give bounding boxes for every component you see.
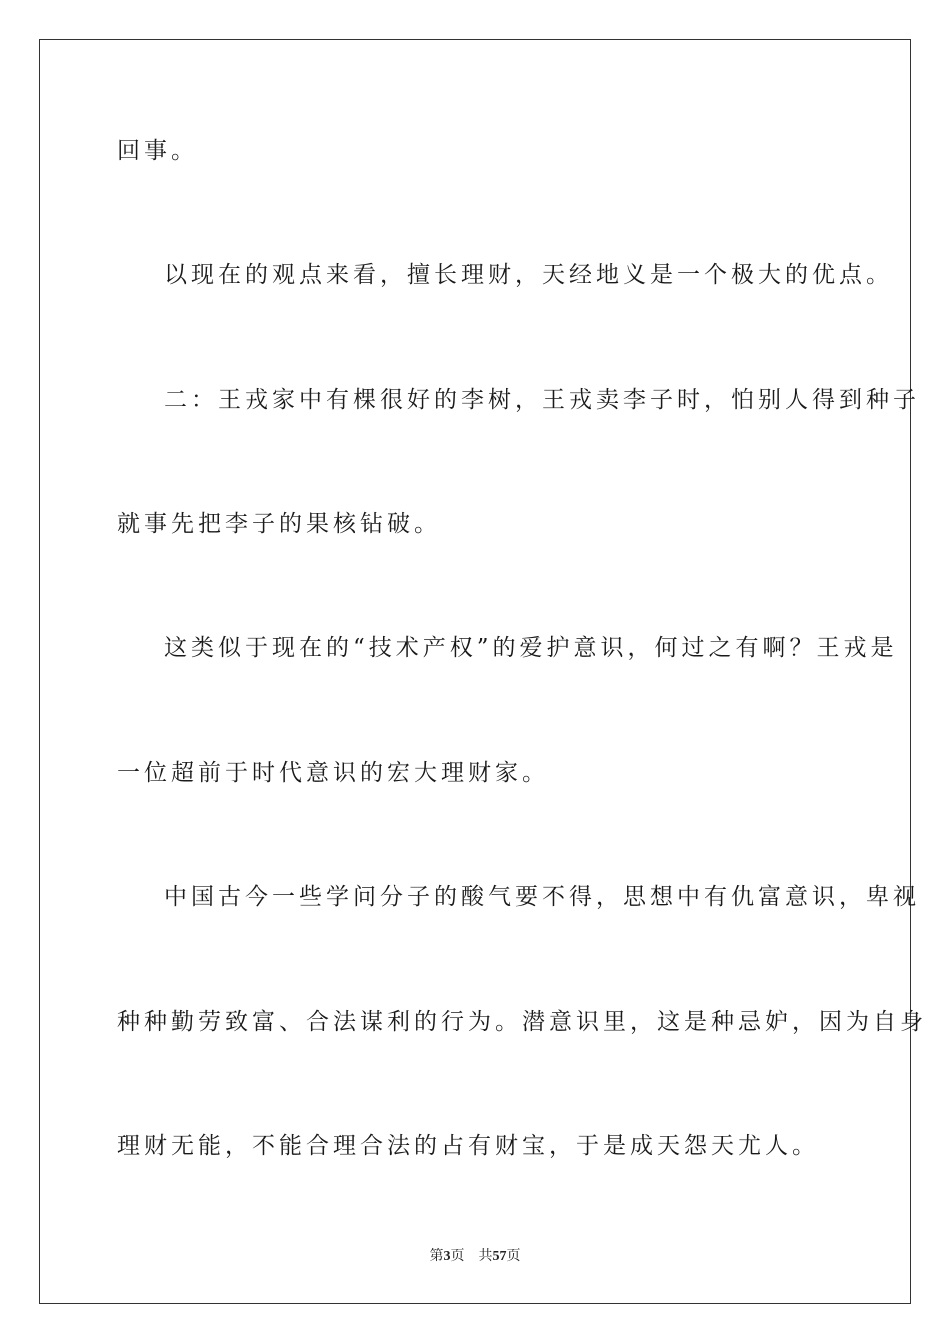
text-line-9: 理财无能，不能合理合法的占有财宝，于是成天怨天尤人。 xyxy=(117,1133,819,1159)
text-line-5: 这类似于现在的“技术产权”的爱护意识，何过之有啊？王戎是 xyxy=(164,635,898,661)
page-prefix: 第 xyxy=(429,1248,444,1264)
page-border xyxy=(39,39,911,1304)
page-footer xyxy=(0,1246,950,1267)
text-line-1: 回事。 xyxy=(117,138,198,164)
total-suffix: 页 xyxy=(506,1248,521,1264)
text-line-3: 二：王戎家中有棵很好的李树，王戎卖李子时，怕别人得到种子 xyxy=(164,387,920,413)
text-line-6: 一位超前于时代意识的宏大理财家。 xyxy=(117,760,549,786)
total-prefix: 共 xyxy=(478,1248,493,1264)
page-suffix: 页 xyxy=(450,1248,465,1264)
text-line-8: 种种勤劳致富、合法谋利的行为。潜意识里，这是种忌妒，因为自身 xyxy=(117,1009,927,1035)
text-line-7: 中国古今一些学问分子的酸气要不得，思想中有仇富意识，卑视 xyxy=(164,884,920,910)
text-line-4: 就事先把李子的果核钻破。 xyxy=(117,511,441,537)
page-number: 3 xyxy=(443,1249,451,1264)
total-pages: 57 xyxy=(492,1249,507,1264)
text-line-2: 以现在的观点来看，擅长理财，天经地义是一个极大的优点。 xyxy=(164,262,893,288)
